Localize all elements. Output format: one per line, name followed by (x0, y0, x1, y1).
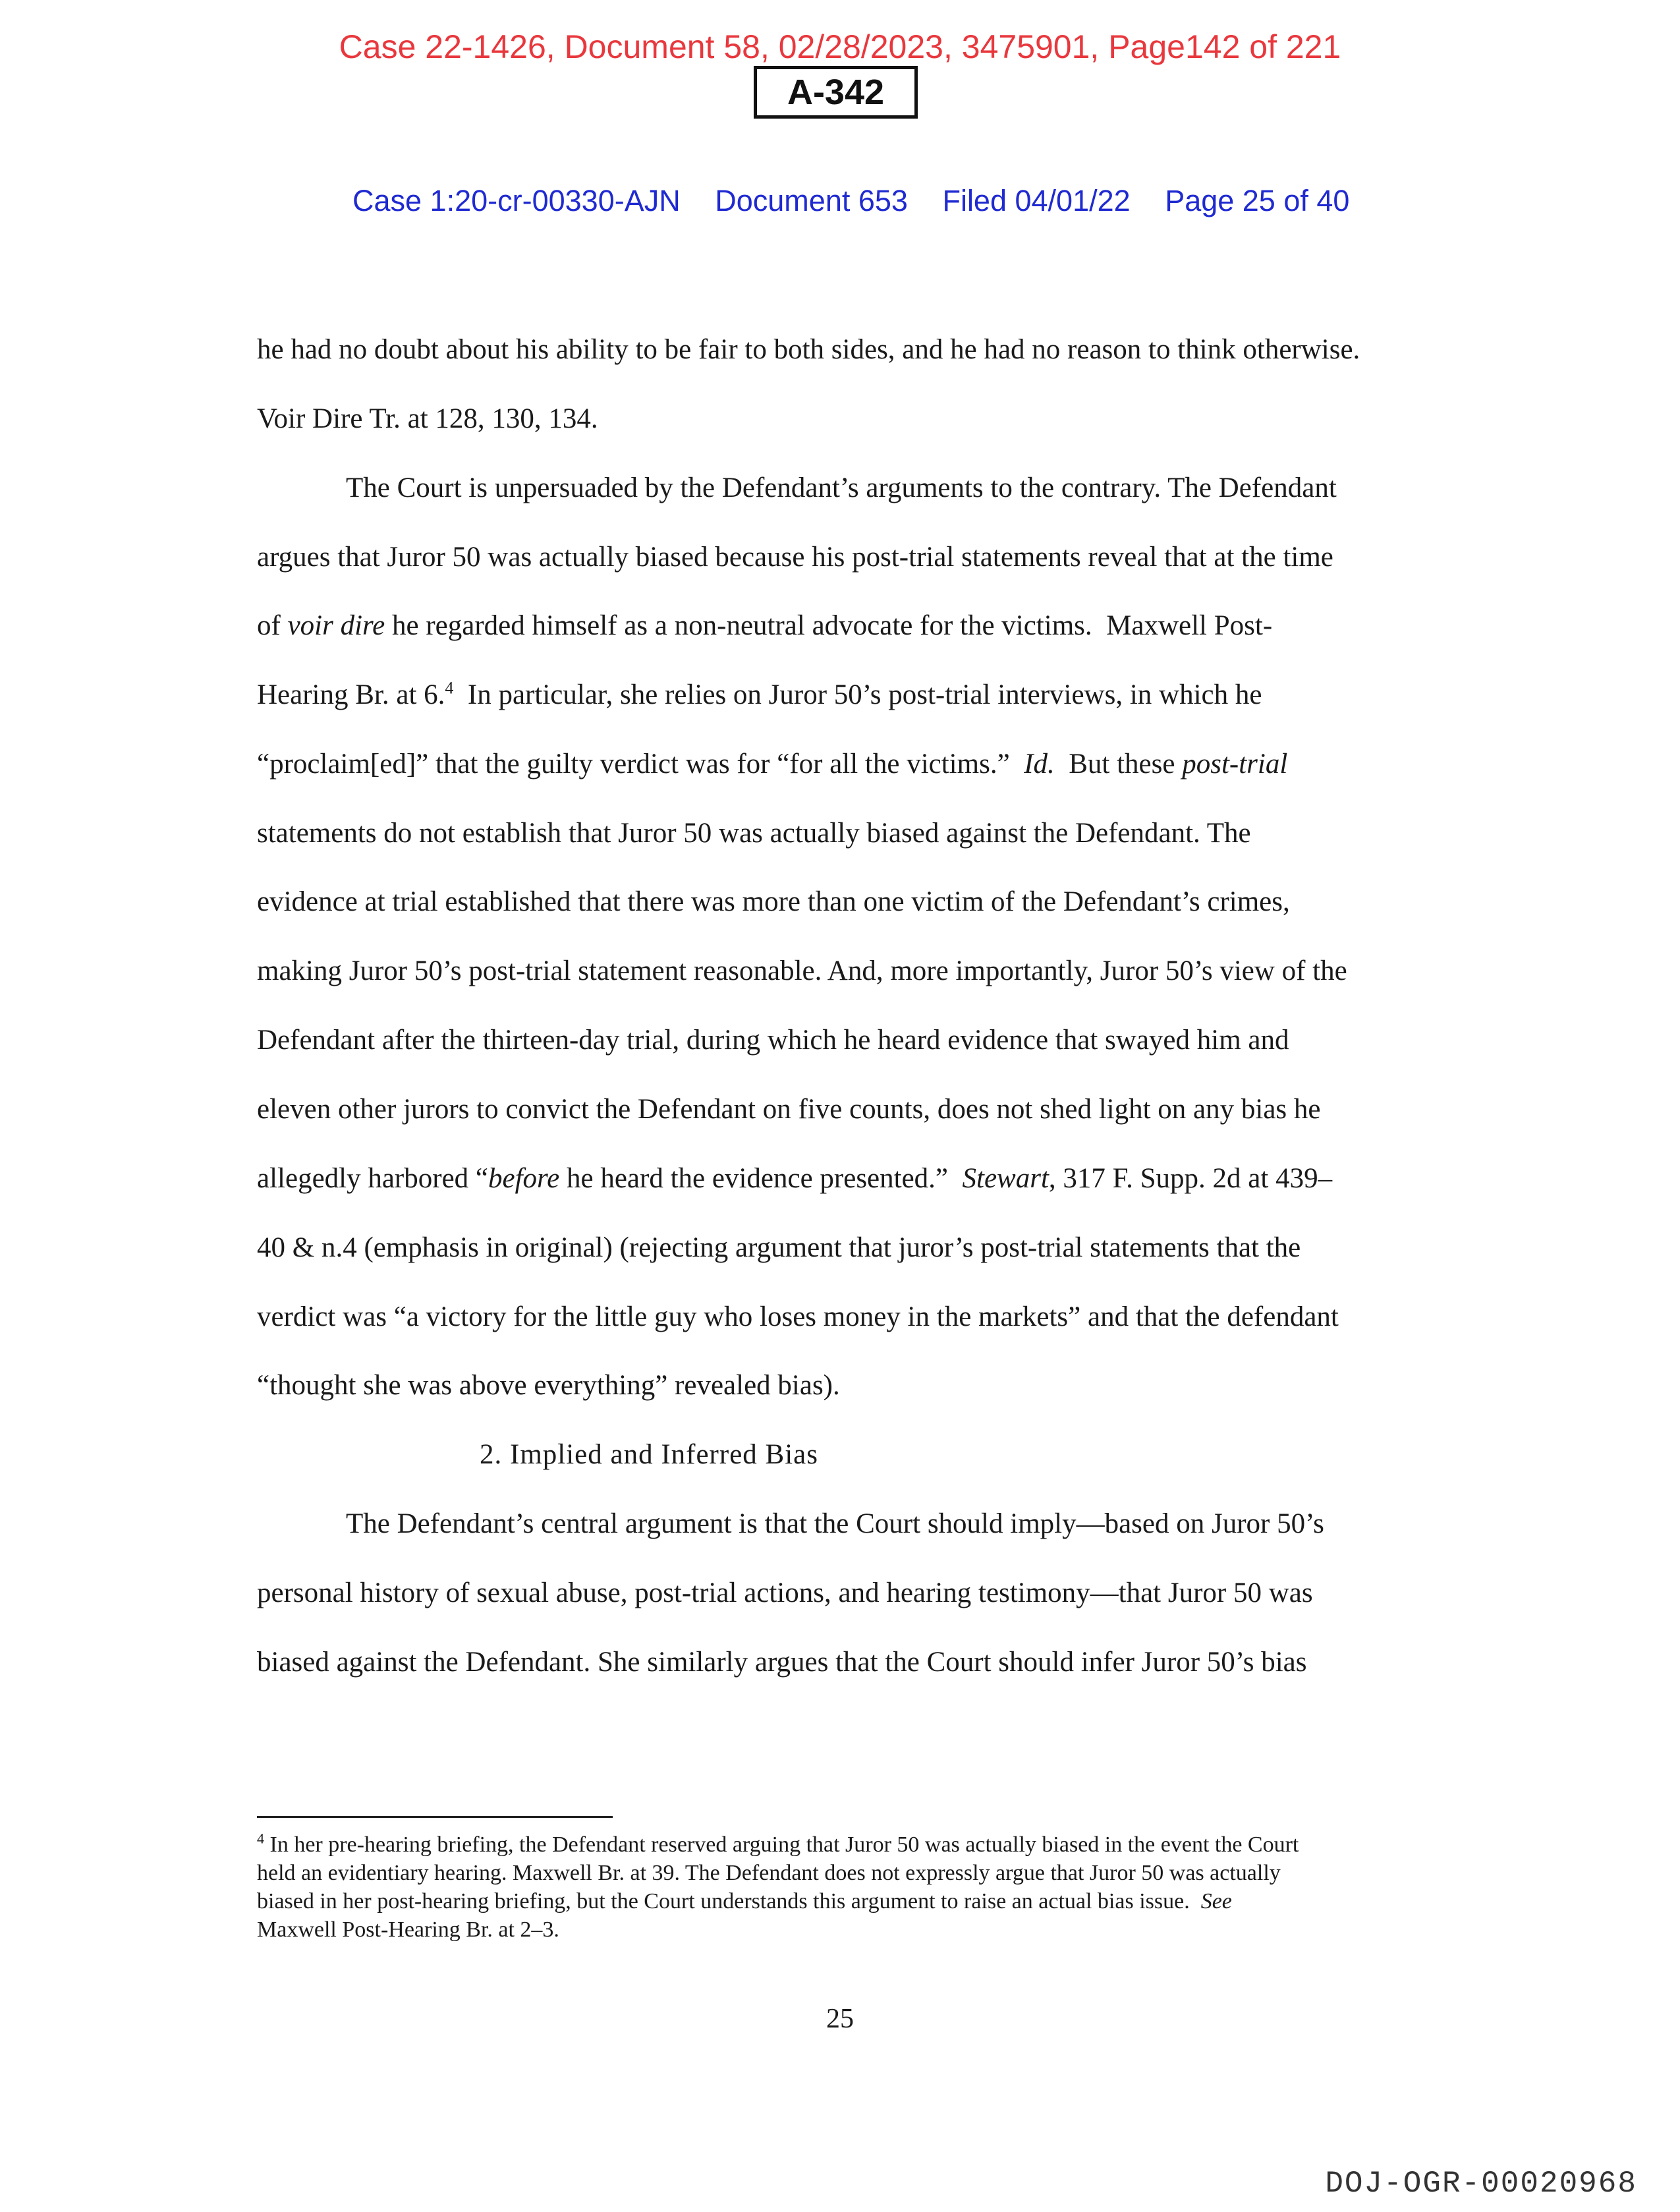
italic-before: before (488, 1163, 560, 1194)
body-line: evidence at trial established that there was more than one victim of the Defendant’s crimes, (257, 886, 1290, 917)
body-line: eleven other jurors to convict the Defendant on five counts, does not shed light on any bias he (257, 1094, 1321, 1125)
italic-id: Id. (1024, 749, 1055, 780)
filed-date: Filed 04/01/22 (942, 184, 1131, 217)
body-line: “thought she was above everything” revealed bias). (257, 1370, 840, 1401)
exhibit-label-box: A-342 (754, 66, 918, 119)
body-line: The Defendant’s central argument is that the Court should imply—based on Juror 50’s (346, 1508, 1324, 1539)
body-line: Voir Dire Tr. at 128, 130, 134. (257, 403, 598, 434)
footnote-line: Maxwell Post-Hearing Br. at 2–3. (257, 1917, 559, 1942)
footnote (257, 1830, 1430, 1944)
italic-voir-dire: voir dire (287, 610, 385, 641)
body-line: The Court is unpersuaded by the Defendant’s arguments to the contrary. The Defendant (346, 472, 1337, 503)
body-line: “proclaim[ed]” that the guilty verdict was for “for all the victims.” Id. But these post-trial (257, 749, 1288, 780)
footnote-line: biased in her post-hearing briefing, but the Court understands this argument to raise an actual bias issue. See (257, 1889, 1232, 1914)
footnote-line: held an evidentiary hearing. Maxwell Br. at 39. The Defendant does not expressly argue that Juror 50 was actually (257, 1861, 1281, 1885)
section-heading: 2. Implied and Inferred Bias (480, 1439, 818, 1470)
footnote-ref: 4 (445, 678, 454, 698)
document-number: Document 653 (715, 184, 908, 217)
body-line: he had no doubt about his ability to be fair to both sides, and he had no reason to think otherwise. (257, 334, 1360, 365)
body-line: Hearing Br. at 6.$^4$ In particular, she relies on Juror 50’s post-trial interviews, in which he (257, 678, 1262, 710)
body-line: 40 & n.4 (emphasis in original) (rejecting argument that juror’s post-trial statements that the (257, 1232, 1301, 1263)
footnote-marker: 4 (257, 1830, 264, 1847)
body-line: biased against the Defendant. She similarly argues that the Court should infer Juror 50’s bias (257, 1647, 1307, 1678)
body-line: argues that Juror 50 was actually biased because his post-trial statements reveal that at the time (257, 542, 1333, 573)
body-line: of voir dire he regarded himself as a non-neutral advocate for the victims. Maxwell Post- (257, 610, 1273, 641)
body-line: Defendant after the thirteen-day trial, during which he heard evidence that swayed him and (257, 1025, 1289, 1056)
body-line: personal history of sexual abuse, post-trial actions, and hearing testimony—that Juror 50 was (257, 1577, 1313, 1608)
page-of-total: Page 25 of 40 (1165, 184, 1350, 217)
page-number: 25 (826, 2004, 854, 2034)
bates-number: DOJ-OGR-00020968 (1325, 2167, 1637, 2201)
appellate-stamp-header: Case 22-1426, Document 58, 02/28/2023, 3475901, Page142 of 221 (339, 28, 1341, 65)
italic-stewart: Stewart (962, 1163, 1049, 1194)
body-line: verdict was “a victory for the little guy who loses money in the markets” and that the defendant (257, 1301, 1339, 1332)
district-case-header (352, 184, 1349, 218)
footnote-line: $^4$ In her pre-hearing briefing, the Defendant reserved arguing that Juror 50 was actually biased in the event the Court (257, 1830, 1299, 1857)
case-number: Case 1:20-cr-00330-AJN (352, 184, 681, 217)
body-line: making Juror 50’s post-trial statement reasonable. And, more importantly, Juror 50’s view of the (257, 955, 1347, 986)
body-line: allegedly harbored “before he heard the evidence presented.” Stewart, 317 F. Supp. 2d at 439– (257, 1163, 1333, 1194)
footnote-divider (257, 1816, 613, 1818)
italic-post-trial: post-trial (1182, 749, 1288, 780)
italic-see: See (1200, 1889, 1232, 1914)
body-line: statements do not establish that Juror 50 was actually biased against the Defendant. The (257, 818, 1251, 849)
